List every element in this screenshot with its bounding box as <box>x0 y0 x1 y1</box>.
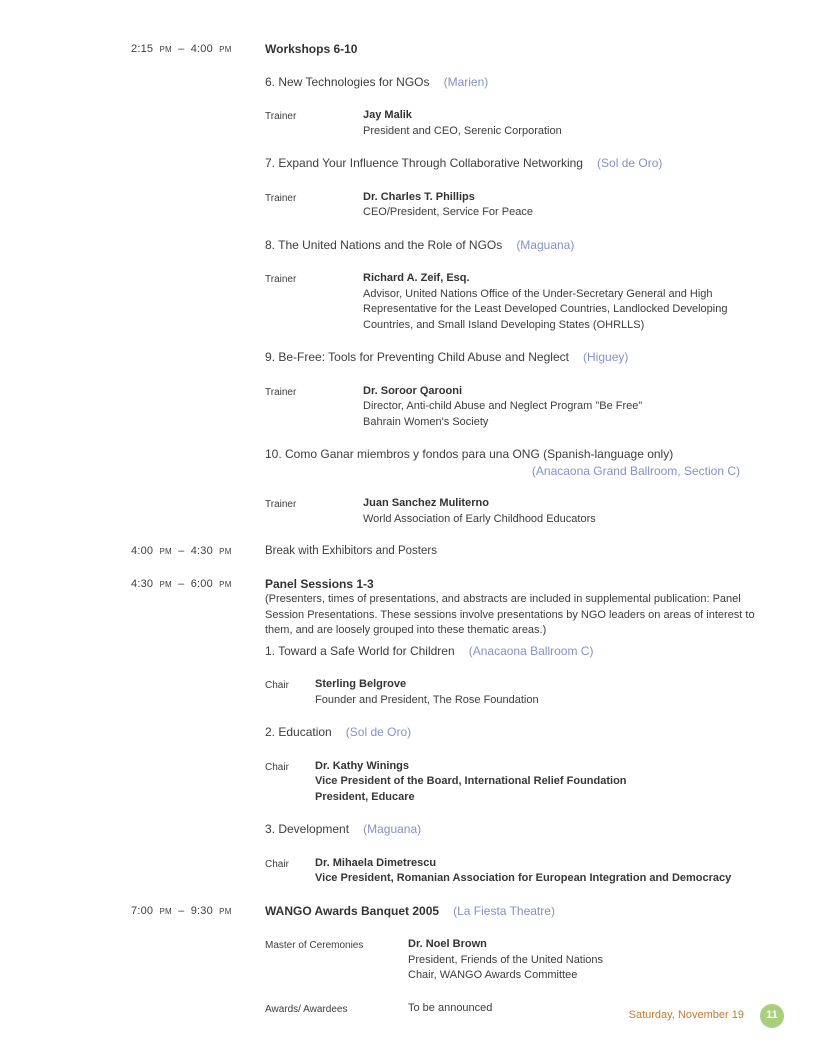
person-name: Juan Sanchez Muliterno <box>363 497 489 509</box>
role-label: Chair <box>265 680 289 691</box>
person-name: Dr. Soroor Qarooni <box>363 384 463 397</box>
event-location: (Marien) <box>443 74 489 89</box>
person-line: Director, Anti-child Abuse and Neglect Program "Be Free" <box>363 400 643 412</box>
session-panels <box>131 577 768 887</box>
schedule <box>131 42 768 1017</box>
role-label: Trainer <box>265 192 297 204</box>
session-title-row <box>265 904 768 921</box>
session-title: Workshops 6-10 <box>265 42 358 56</box>
event-title: 6. New Technologies for NGOs <box>265 74 430 89</box>
event-location: (Sol de Oro) <box>597 156 663 170</box>
role-label: Trainer <box>265 111 297 122</box>
person-line: Vice President of the Board, International Relief Foundation <box>315 775 627 787</box>
person-line: President, Educare <box>315 790 415 803</box>
person-line: Founder and President, The Rose Foundation <box>315 693 539 706</box>
person-line: Chair, WANGO Awards Committee <box>408 969 578 981</box>
event-location: (Anacaona Grand Ballroom, Section C) <box>531 463 740 478</box>
event-workshop-8 <box>265 238 768 334</box>
person-name: Jay Malik <box>363 109 412 121</box>
page-number-badge: 11 <box>760 1004 784 1028</box>
event-workshop-6 <box>265 75 768 140</box>
role-label: Chair <box>265 858 289 870</box>
session-time: 7:00 pm – 9:30 pm <box>131 904 232 917</box>
page-footer <box>629 1004 784 1028</box>
person-row <box>265 271 768 333</box>
event-workshop-10 <box>265 447 768 527</box>
person-info <box>408 937 768 984</box>
event-title: 10. Como Ganar miembros y fondos para una ONG (Spanish-language only) <box>265 447 674 461</box>
event-title: 8. The United Nations and the Role of NGOs <box>265 237 503 252</box>
event-title: 1. Toward a Safe World for Children <box>265 643 455 658</box>
person-info <box>315 677 768 708</box>
session-body <box>265 42 768 527</box>
banquet-row-mc <box>265 937 768 984</box>
role-label: Trainer <box>265 274 297 285</box>
session-time: 2:15 pm – 4:00 pm <box>131 43 232 55</box>
event-title-row <box>265 822 768 839</box>
person-info <box>363 108 768 139</box>
session-body <box>265 904 768 1018</box>
event-title-row <box>265 156 768 173</box>
person-info <box>363 384 768 431</box>
person-name: Dr. Charles T. Phillips <box>363 190 475 203</box>
event-title-row <box>265 350 768 367</box>
event-title-row <box>265 238 768 255</box>
person-info <box>363 496 768 527</box>
event-title-row <box>265 447 768 464</box>
session-time: 4:00 pm – 4:30 pm <box>131 545 232 557</box>
session-body <box>265 577 768 887</box>
person-row <box>265 190 768 221</box>
person-line: President and CEO, Serenic Corporation <box>363 124 562 137</box>
session-banquet <box>131 904 768 1018</box>
person-name: Dr. Noel Brown <box>408 938 487 950</box>
session-title: Panel Sessions 1-3 <box>265 576 374 591</box>
event-title-row <box>265 725 768 742</box>
event-title: 9. Be-Free: Tools for Preventing Child Abuse and Neglect <box>265 350 569 364</box>
person-info <box>315 856 768 887</box>
event-location: (Anacaona Ballroom C) <box>468 643 594 658</box>
session-workshops <box>131 42 768 527</box>
event-workshop-9 <box>265 350 768 430</box>
person-row <box>265 759 768 806</box>
person-info <box>363 190 768 221</box>
person-row <box>265 856 768 887</box>
event-title: 7. Expand Your Influence Through Collaborative Networking <box>265 156 583 170</box>
footer-date: Saturday, November 19 <box>628 1009 744 1022</box>
event-location: (Maguana) <box>516 237 575 252</box>
person-row <box>265 108 768 139</box>
person-row <box>265 677 768 708</box>
session-note: (Presenters, times of presentations, and abstracts are included in supplemental publication: Panel Session Presentations. These sessions involve presentations by NGO leaders on areas of interest to them, and are loosely grouped into these thematic areas.) <box>265 593 755 636</box>
person-info <box>315 759 768 806</box>
event-location: (Sol de Oro) <box>345 725 412 739</box>
person-line: Bahrain Women's Society <box>363 415 489 428</box>
person-line: CEO/President, Service For Peace <box>363 206 533 218</box>
role-label: Trainer <box>265 499 297 510</box>
person-name: Dr. Mihaela Dimetrescu <box>315 856 437 869</box>
event-workshop-7 <box>265 156 768 221</box>
event-title: 3. Development <box>265 822 350 836</box>
person-line: Advisor, United Nations Office of the Under-Secretary General and High Representative for the Least Developed Countries, Landlocked Developing Countries, and Small Island Developing States (OHRLLS) <box>363 287 728 331</box>
person-line: Vice President, Romanian Association for European Integration and Democracy <box>315 872 732 884</box>
event-panel-1 <box>265 644 768 709</box>
session-time: 4:30 pm – 6:00 pm <box>131 577 232 590</box>
person-line: President, Friends of the United Nations <box>408 953 604 966</box>
event-title-row <box>265 75 768 92</box>
role-label: Master of Ceremonies <box>265 940 364 951</box>
person-name: Richard A. Zeif, Esq. <box>363 272 470 284</box>
person-row <box>265 496 768 527</box>
role-label: Awards/ Awardees <box>265 1003 348 1015</box>
person-info <box>363 271 768 333</box>
person-name: Dr. Kathy Winings <box>315 759 410 772</box>
role-label: Chair <box>265 761 289 773</box>
event-title-row <box>265 644 768 661</box>
person-name: Sterling Belgrove <box>315 678 407 690</box>
event-location: (Maguana) <box>363 822 422 836</box>
event-panel-3 <box>265 822 768 887</box>
person-row <box>265 384 768 431</box>
event-location: (Higuey) <box>583 350 629 364</box>
event-panel-2 <box>265 725 768 805</box>
session-title: Break with Exhibitors and Posters <box>265 545 437 557</box>
session-body <box>265 544 768 560</box>
session-break <box>131 544 768 560</box>
person-line: World Association of Early Childhood Educators <box>363 512 596 525</box>
session-title: WANGO Awards Banquet 2005 <box>265 903 440 918</box>
session-location: (La Fiesta Theatre) <box>453 903 555 918</box>
event-title: 2. Education <box>265 725 332 739</box>
awards-value: To be announced <box>408 1001 493 1014</box>
role-label: Trainer <box>265 386 297 398</box>
